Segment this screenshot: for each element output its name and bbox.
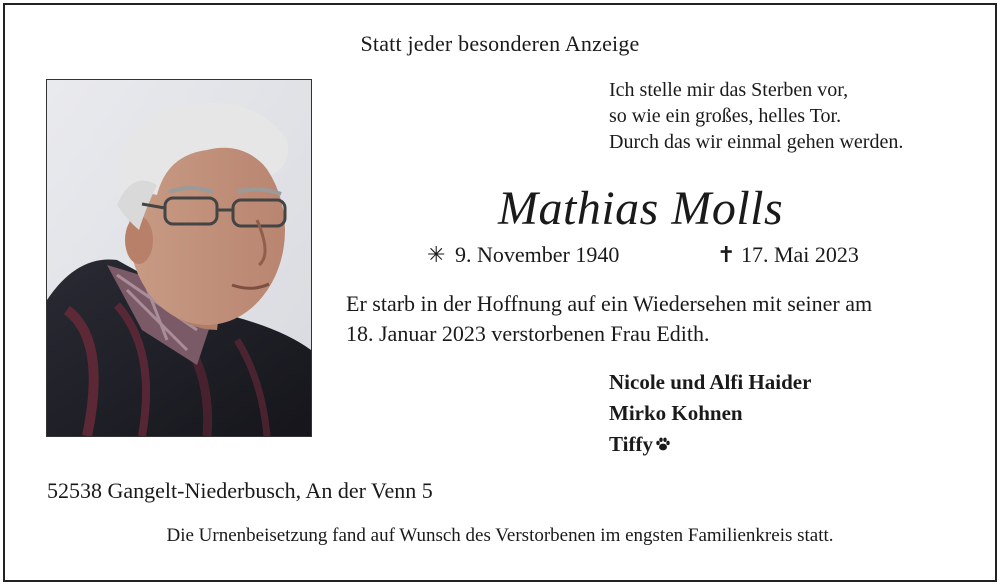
mourner-name: Nicole und Alfi Haider <box>609 370 812 394</box>
mourners-list <box>609 367 811 461</box>
cross-icon: ✝ <box>717 242 736 267</box>
portrait-photo <box>46 79 312 437</box>
paw-print-icon <box>655 430 671 461</box>
mourner-pet <box>609 429 811 461</box>
mourner-name: Tiffy <box>609 432 653 456</box>
deceased-name: Mathias Molls <box>498 182 784 235</box>
death-date: 17. Mai 2023 <box>740 242 859 267</box>
poem-line: so wie ein großes, helles Tor. <box>609 105 842 127</box>
poem-line: Durch das wir einmal gehen werden. <box>609 131 904 153</box>
obituary-notice <box>3 3 997 582</box>
message-line: Er starb in der Hoffnung auf ein Wiedersehen mit seiner am <box>346 291 873 316</box>
burial-note: Die Urnenbeisetzung fand auf Wunsch des Verstorbenen im engsten Familienkreis statt. <box>166 525 834 546</box>
life-dates <box>427 242 907 272</box>
notice-header: Statt jeder besonderen Anzeige <box>360 31 640 56</box>
portrait-illustration <box>47 80 311 436</box>
birth-date: 9. November 1940 <box>455 242 620 267</box>
poem-line: Ich stelle mir das Sterben vor, <box>609 79 849 101</box>
poem <box>609 77 903 155</box>
death-date-group <box>717 242 859 268</box>
message-line: 18. Januar 2023 verstorbenen Frau Edith. <box>346 321 710 346</box>
birth-star-icon: ✳ <box>427 242 446 267</box>
memorial-message <box>346 289 986 349</box>
family-address: 52538 Gangelt-Niederbusch, An der Venn 5 <box>47 478 433 503</box>
birth-date-group <box>427 242 619 268</box>
mourner-name: Mirko Kohnen <box>609 401 743 425</box>
